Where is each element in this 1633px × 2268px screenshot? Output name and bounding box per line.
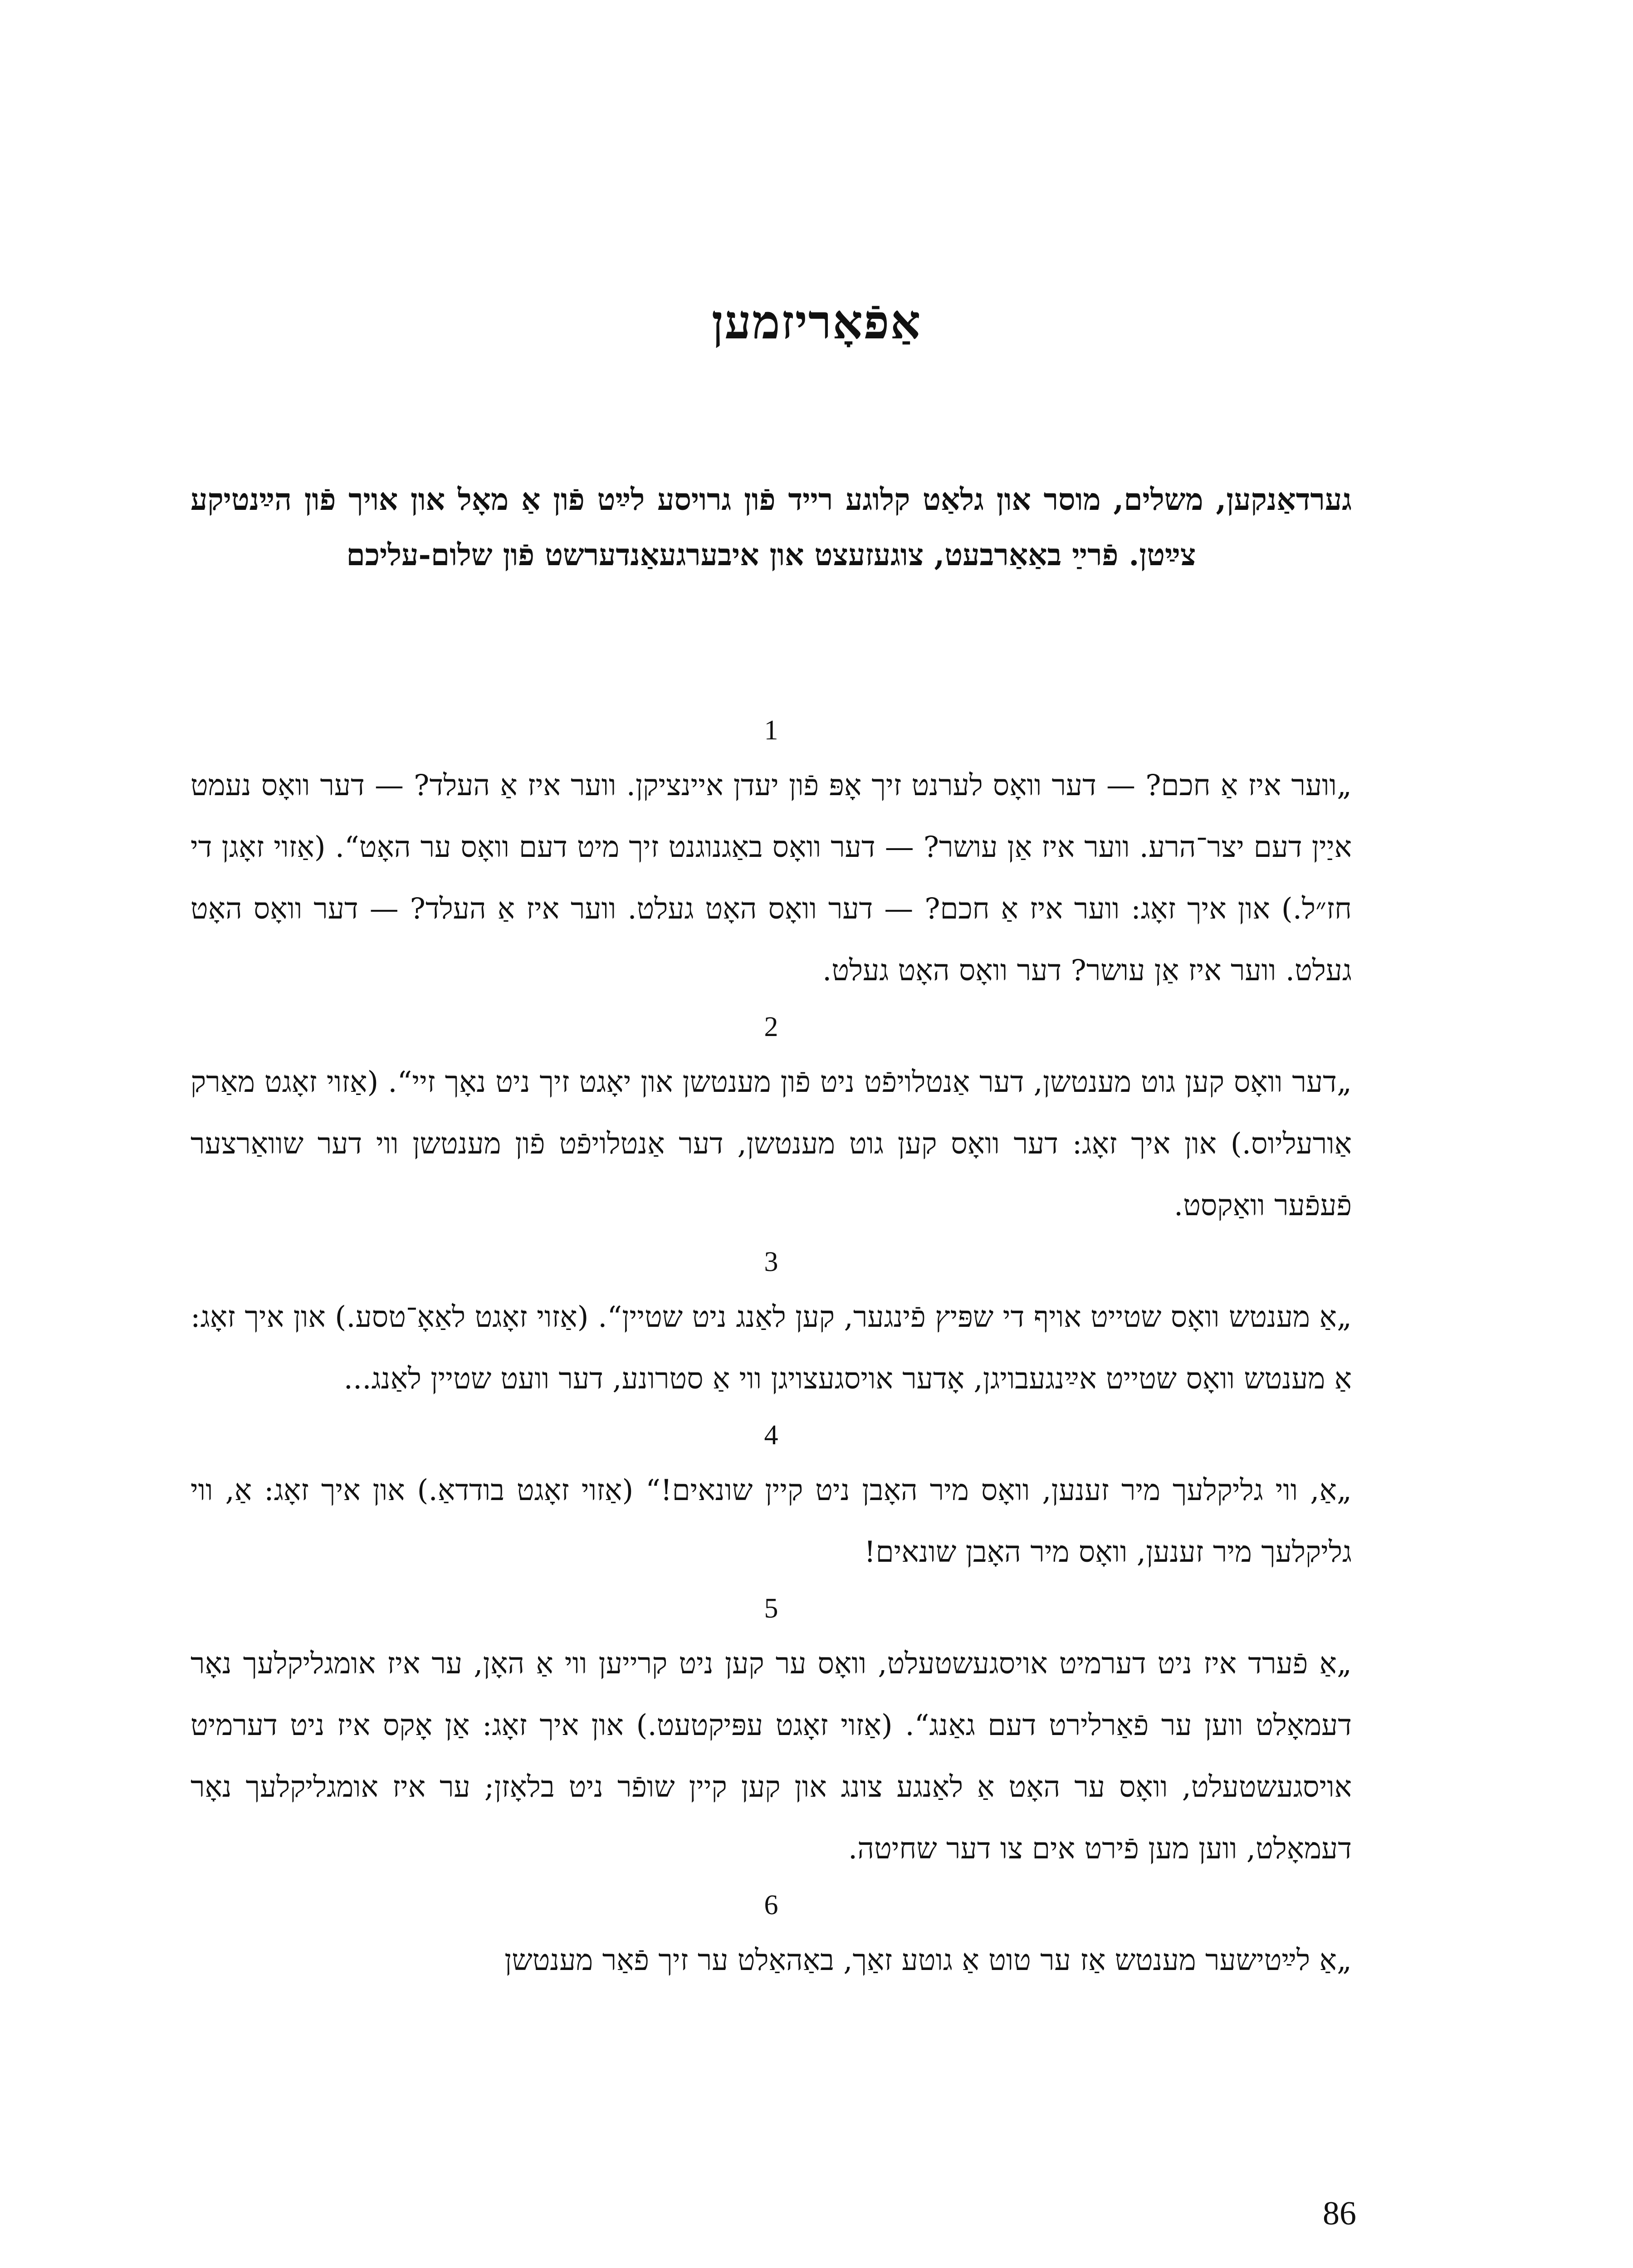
- aphorism-section: [191, 1586, 1352, 1880]
- section-text: „אַ פֿערד איז ניט דערמיט אויסגעשטעלט, וואָס ער קען ניט קרייען ווי אַ האָן, ער איז אומגליקלעך נאָר דעמאָלט ווען ער פֿאַרלירט דעם גאַנג“. (אַזוי זאָגט עפּיקטעט.) און איך זאָג: אַן אָקס איז ניט דערמיט אויסגעשטעלט, וואָס ער האָט אַ לאַנגע צונג און קען קיין שופֿר ניט בלאָזן; ער איז אומגליקלעך נאָר דעמאָלט, ווען מען פֿירט אים צו דער שחיטה.: [191, 1647, 1352, 1866]
- section-number: 1: [764, 715, 778, 746]
- section-number: 4: [764, 1420, 778, 1451]
- section-text: „אַ לײַטישער מענטש אַז ער טוט אַ גוטע זאַך, באַהאַלט ער זיך פֿאַר מענטשן: [504, 1944, 1352, 1977]
- aphorism-section: [191, 1413, 1352, 1583]
- section-number: 2: [764, 1012, 778, 1042]
- page-title: אַפֿאָריזמען: [711, 294, 922, 350]
- aphorism-section: [191, 1239, 1352, 1410]
- aphorism-section: [191, 708, 1352, 1002]
- aphorism-section: [191, 1882, 1352, 1991]
- section-number: 6: [764, 1890, 778, 1921]
- intro-paragraph: גערדאַנקען, משלים, מוסר און גלאַט קלוגע רייד פֿון גרויסע לײַט פֿון אַ מאָל און אויך פֿון הײַנטיקע צײַטן. פֿרײַ באַאַרבעט, צוגעזעצט און איבערגעאַנדערשט פֿון שלום-עליכם: [191, 482, 1352, 572]
- aphorisms-body: [191, 708, 1352, 1994]
- section-text: „דער וואָס קען גוט מענטשן, דער אַנטלויפֿט ניט פֿון מענטשן און יאָגט זיך ניט נאָך זיי“. (אַזוי זאָגט מאַרק אַורעליוס.) און איך זאָג: דער וואָס קען גוט מענטשן, דער אַנטלויפֿט פֿון מענטשן ווי דער שוואַרצער פֿעפֿער וואַקסט.: [191, 1066, 1352, 1222]
- section-number: 5: [764, 1593, 778, 1624]
- aphorism-section: [191, 1004, 1352, 1237]
- section-text: „ווער איז אַ חכם? — דער וואָס לערנט זיך אָפּ פֿון יעדן איינציקן. ווער איז אַ העלד? — דער וואָס נעמט איַין דעם יצר־הרע. ווער איז אַן עושר? — דער וואָס באַגנוגנט זיך מיט דעם וואָס ער האָט“. (אַזוי זאָגן די חז״ל.) און איך זאָג: ווער איז אַ חכם? — דער וואָס האָט געלט. ווער איז אַ העלד? — דער וואָס האָט געלט. ווער איז אַן עושר? דער וואָס האָט געלט.: [191, 769, 1352, 987]
- page-number: 86: [1323, 2195, 1356, 2232]
- section-text: „אַ, ווי גליקלעך מיר זענען, וואָס מיר האָבן ניט קיין שונאים!“ (אַזוי זאָגט בודדאַ.) און איך זאָג: אַ, ווי גליקלעך מיר זענען, וואָס מיר האָבן שונאים!: [191, 1474, 1352, 1569]
- section-text: „אַ מענטש וואָס שטייט אויף די שפּיץ פֿינגער, קען לאַנג ניט שטיין“. (אַזוי זאָגט לאַאָ־טסע.) און איך זאָג: אַ מענטש וואָס שטייט אײַנגעבויגן, אָדער אויסגעצויגן ווי אַ סטרונע, דער וועט שטיין לאַנג...: [191, 1300, 1352, 1396]
- section-number: 3: [764, 1246, 778, 1277]
